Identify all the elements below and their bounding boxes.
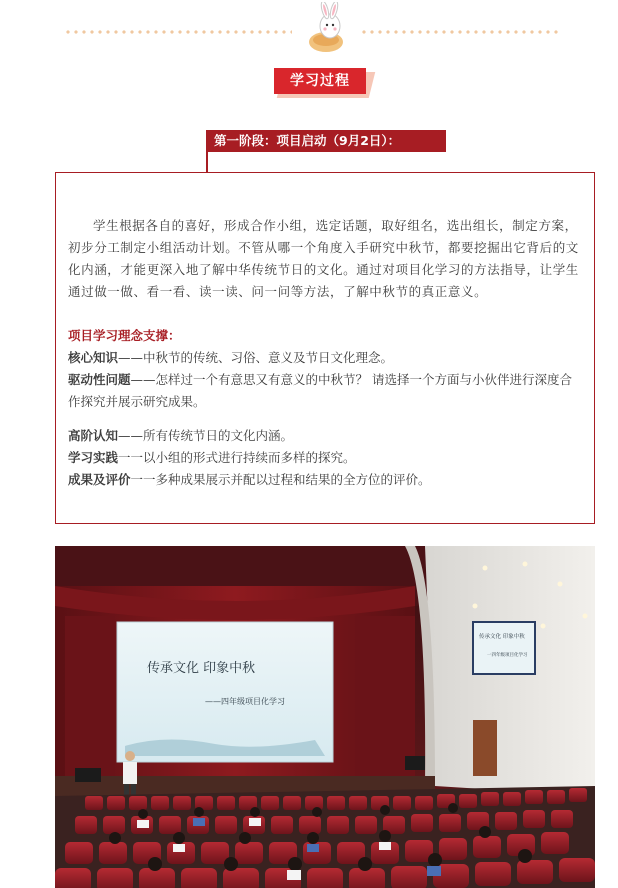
screen-subtitle: ——四年级项目化学习	[205, 697, 285, 706]
side-screen-title: 传承文化 印象中秋	[479, 634, 525, 640]
concept-label: 高阶认知	[68, 428, 119, 443]
concept-text: ——怎样过一个有意思又有意义的中秋节？ 请选择一个方面与小伙伴进行深度合作探究并展示研究成果。	[68, 372, 572, 409]
intro-paragraph: 学生根据各自的喜好，形成合作小组，选定话题，取好组名，选出组长，制定方案，初步分工制定小组活动计划。不管从哪一个角度入手研究中秋节，都要挖掘出它背后的文化内涵，才能更深入地了解中华传统节日的文化。通过对项目化学习的方法指导，让学生通过做一做、看一看、读一读、问一问等方法，了解中秋节的真正意义。	[68, 218, 579, 299]
concept-label: 成果及评价	[68, 472, 131, 487]
section-header	[274, 68, 374, 96]
concept-label: 驱动性问题	[68, 372, 131, 387]
concept-label: 学习实践	[68, 450, 119, 465]
concept-learning-practice	[68, 447, 582, 469]
screen-title: 传承文化 印象中秋	[147, 661, 256, 676]
concept-driving-question	[68, 369, 582, 413]
stage-connector-line	[206, 152, 208, 172]
concept-label: 核心知识	[68, 350, 119, 365]
concept-text: 一一以小组的形式进行持续而多样的探究。	[118, 450, 356, 465]
concept-text: ——所有传统节日的文化内涵。	[118, 428, 294, 443]
rabbit-mooncake-icon	[296, 2, 354, 54]
concept-evaluation	[68, 469, 582, 491]
concepts-heading: 项目学习理念支撑：	[68, 328, 181, 343]
concept-text: 一一多种成果展示并配以过程和结果的全方位的评价。	[130, 472, 431, 487]
concept-text: ——中秋节的传统、习俗、意义及节日文化理念。	[118, 350, 394, 365]
stage-title: 第一阶段：项目启动（9月2日）：	[206, 130, 446, 152]
side-screen-subtitle: 一四年级项目化学习	[487, 653, 528, 658]
concept-core-knowledge	[68, 347, 582, 369]
auditorium-photo	[55, 546, 595, 888]
section-title: 学习过程	[274, 68, 366, 94]
concept-higher-cognition	[68, 425, 582, 447]
stage-content-box	[55, 172, 595, 524]
